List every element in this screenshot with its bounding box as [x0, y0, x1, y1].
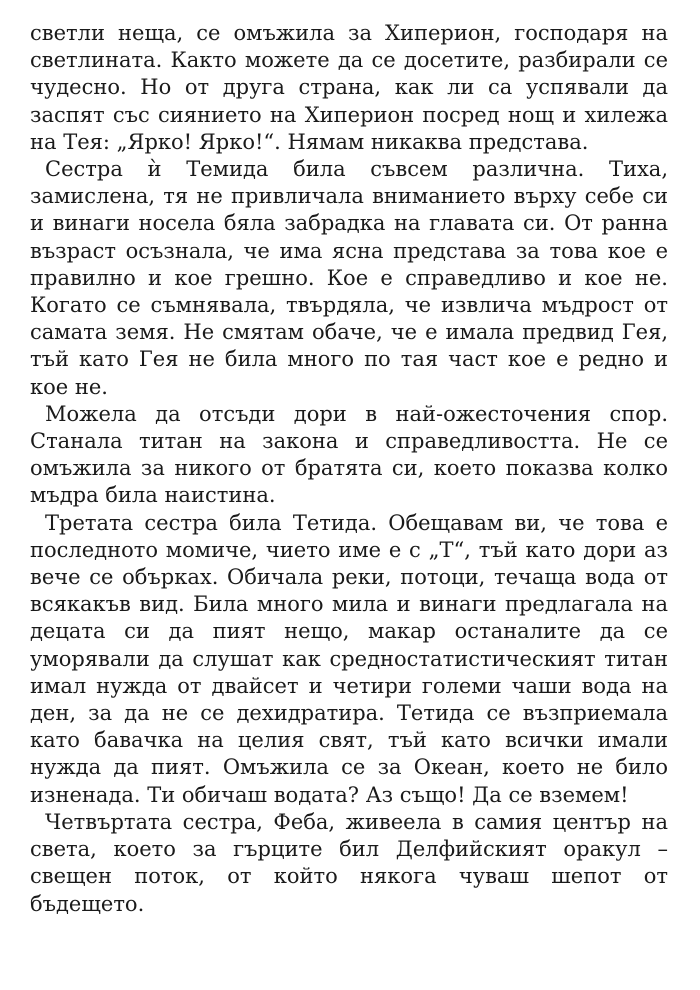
paragraph-1: светли неща, се омъжила за Хиперион, господаря на светлината. Както можете да се досетите, разбирали се чудесно. Но от друга страна, как ли са успявали да заспят със сиянието на Хиперион посред нощ и хилежа на Тея: „Ярко! Ярко!“. Нямам никаква представа.	[30, 21, 668, 154]
paragraph-2: Сестра ѝ Темида била съвсем различна. Тиха, замислена, тя не привличала вниманието върху себе си и винаги носела бяла забрадка на главата си. От ранна възраст осъзнала, че има ясна представа за това кое е правилно и кое грешно. Кое е справедливо и кое не. Когато се съмнявала, твърдяла, че извлича мъдрост от самата земя. Не смятам обаче, че е имала предвид Гея, тъй като Гея не била много по тая част кое е редно и кое не.	[30, 157, 668, 399]
paragraph-4: Третата сестра била Тетида. Обещавам ви, че това е последното момиче, чието име е с „Т“, тъй като дори аз вече се обърках. Обичала реки, потоци, течаща вода от всякакъв вид. Била много мила и винаги предлагала на децата си да пият нещо, макар останалите да се уморявали да слушат как средностатистическият титан имал нужда от двайсет и четири големи чаши вода на ден, за да не се дехидратира. Тетида се възприемала като бавачка на целия свят, тъй като всички имали нужда да пият. Омъжила се за Океан, което не било изненада. Ти обичаш водата? Аз също! Да се вземем!	[30, 510, 668, 807]
paragraph-5: Четвъртата сестра, Феба, живеела в самия център на света, което за гърците бил Делфийският оракул – свещен поток, от който някога чуваш шепот от бъдещето.	[30, 809, 668, 916]
page-body	[30, 20, 668, 918]
paragraph-3: Можела да отсъди дори в най-ожесточения спор. Станала титан на закона и справедливостта. Не се омъжила за никого от братята си, което показва колко мъдра била наистина.	[30, 401, 668, 508]
